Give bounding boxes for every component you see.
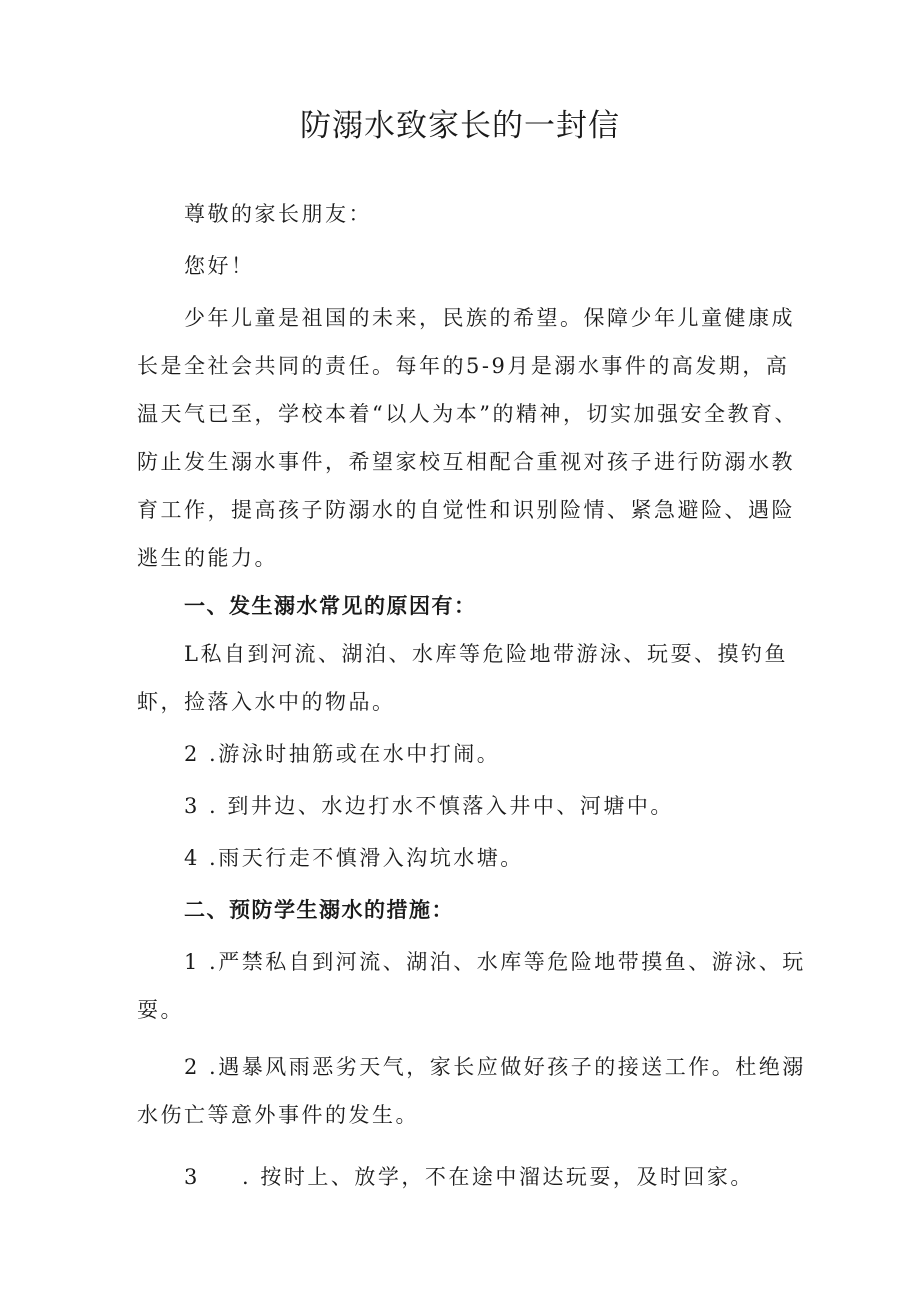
greeting: 您好！	[184, 254, 255, 278]
intro-line: 育工作，提高孩子防溺水的自觉性和识别险情、紧急避险、遇险	[137, 498, 795, 522]
intro-line: 温天气已至，学校本着“以人为本”的精神，切实加强安全教育、	[137, 402, 798, 426]
section2-item2-line: 水伤亡等意外事件的发生。	[137, 1103, 419, 1127]
intro-line: 少年儿童是祖国的未来，民族的希望。保障少年儿童健康成	[184, 306, 795, 330]
letter-body	[137, 190, 806, 1201]
section2-item3-text: . 按时上、放学，不在途中溜达玩耍，及时回家。	[242, 1165, 754, 1189]
section2-item3-number: 3	[184, 1165, 200, 1189]
section1-item4: 4 .雨天行走不慎滑入沟坑水塘。	[184, 846, 524, 870]
section1-item1-line: L私自到河流、湖泊、水库等危险地带游泳、玩耍、摸钓鱼	[184, 642, 788, 666]
section2-item1-line: 1 .严禁私自到河流、湖泊、水库等危险地带摸鱼、游泳、玩	[184, 950, 806, 974]
section2-item3	[137, 1153, 790, 1201]
intro-line: 逃生的能力。	[137, 546, 278, 570]
intro-paragraph	[137, 294, 798, 582]
section2-item1-line: 耍。	[137, 998, 184, 1022]
section2-item1	[137, 938, 806, 1034]
section1-item3: 3 . 到井边、水边打水不慎落入井中、河塘中。	[184, 794, 674, 818]
letter-title: 防溺水致家长的一封信	[300, 108, 620, 144]
section1-item1-line: 虾，捡落入水中的物品。	[137, 690, 396, 714]
salutation: 尊敬的家长朋友：	[184, 202, 372, 226]
intro-line: 长是全社会共同的责任。每年的5-9月是溺水事件的高发期，高	[137, 354, 790, 378]
section1-item2: 2 .游泳时抽筋或在水中打闹。	[184, 742, 501, 766]
section2-item2	[137, 1043, 806, 1139]
section1-item1	[137, 630, 790, 726]
intro-line: 防止发生溺水事件，希望家校互相配合重视对孩子进行防溺水教	[137, 450, 795, 474]
section2-item2-line: 2 .遇暴风雨恶劣天气，家长应做好孩子的接送工作。杜绝溺	[184, 1055, 806, 1079]
section2-heading: 二、预防学生溺水的措施：	[184, 898, 454, 922]
section1-heading: 一、发生溺水常见的原因有：	[184, 594, 477, 618]
